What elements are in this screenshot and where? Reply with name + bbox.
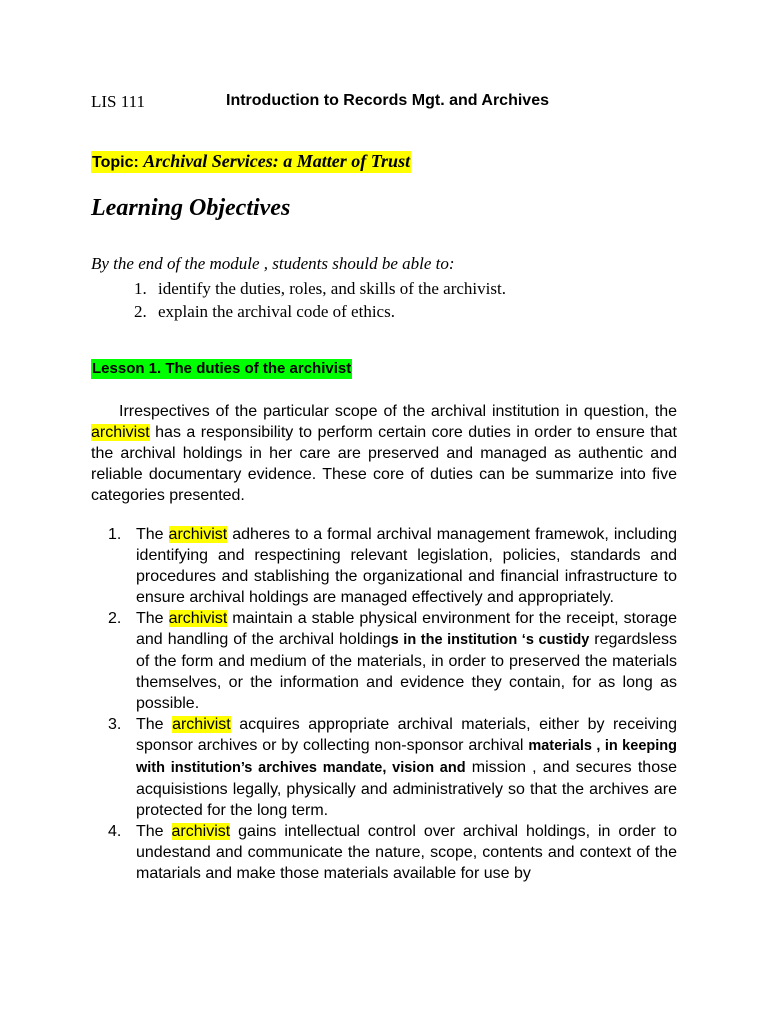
objective-item bbox=[0, 277, 506, 300]
course-code: LIS 111 bbox=[91, 92, 145, 111]
duty-text: regardsless of the form and medium of the materials, in order to preserved the materials themselves, or the information and evidence they contain, for as long as possible. bbox=[136, 631, 677, 712]
duty-text: mission , and secures those acquisistions legally, physically and administratively so that the archives are protected for the long term. bbox=[136, 759, 678, 819]
duty-item bbox=[108, 524, 677, 608]
duty-number: 2. bbox=[108, 610, 122, 627]
duty-pre: The bbox=[136, 716, 173, 733]
duty-number: 3. bbox=[108, 716, 122, 733]
course-header bbox=[91, 92, 711, 116]
duty-bold-text: s in the institution ‘s custidy bbox=[390, 632, 590, 648]
duty-pre: The bbox=[136, 526, 169, 543]
intro-text-after: has a responsibility to perform certain core duties in order to ensure that the archival holdings in her care are preserved and managed as authentic and reliable documentary evidence. These core of duties can be summarize into five categories presented. bbox=[91, 424, 677, 504]
course-title: Introduction to Records Mgt. and Archives bbox=[226, 92, 549, 109]
duty-text: acquires appropriate archival materials, either by receiving sponsor archives or by collecting non-sponsor archival bbox=[136, 716, 677, 754]
objectives-list bbox=[0, 277, 506, 323]
duties-list bbox=[0, 524, 677, 884]
topic-label: Topic: bbox=[92, 154, 144, 171]
duty-number: 1. bbox=[108, 526, 122, 543]
learning-objectives-heading: Learning Objectives bbox=[91, 195, 291, 221]
lesson-heading: Lesson 1. The duties of the archivist bbox=[92, 360, 352, 377]
archivist-highlight: archivist bbox=[168, 610, 228, 627]
archivist-highlight: archivist bbox=[171, 823, 231, 840]
objective-item bbox=[0, 300, 506, 323]
archivist-highlight: archivist bbox=[168, 526, 228, 543]
duty-pre: The bbox=[136, 823, 172, 840]
duty-pre: The bbox=[136, 610, 169, 627]
objective-number: 2. bbox=[134, 302, 147, 321]
intro-text-before: Irrespectives of the particular scope of the archival institution in question, the bbox=[119, 403, 677, 420]
duty-item bbox=[108, 608, 677, 714]
duty-text: maintain a stable physical environment for the receipt, storage and handling of the archival holding bbox=[136, 610, 677, 648]
objective-number: 1. bbox=[134, 279, 147, 298]
duty-number: 4. bbox=[108, 823, 122, 840]
objectives-intro: By the end of the module , students should be able to: bbox=[91, 254, 455, 273]
lesson-intro-paragraph bbox=[91, 401, 677, 506]
objective-text: explain the archival code of ethics. bbox=[158, 302, 395, 321]
topic-line bbox=[91, 151, 411, 173]
duty-item bbox=[108, 821, 677, 884]
archivist-highlight: archivist bbox=[91, 424, 150, 441]
duty-item bbox=[108, 714, 678, 821]
topic-title: Archival Services: a Matter of Trust bbox=[143, 151, 411, 171]
duty-bold-text: materials , in keeping with institution’s archives mandate, vision and bbox=[136, 738, 677, 776]
archivist-highlight: archivist bbox=[172, 716, 231, 733]
duty-text: adheres to a formal archival management framewok, including identifying and respectining relevant legislation, policies, standards and procedures and stablishing the organizational and financial infrastructure to ensure archival holdings are managed effectively and appropriately. bbox=[136, 526, 677, 606]
duty-text: gains intellectual control over archival holdings, in order to undestand and communicate the nature, scope, contents and context of the matarials and make those materials available for use by bbox=[136, 823, 677, 882]
objective-text: identify the duties, roles, and skills of the archivist. bbox=[158, 279, 506, 298]
